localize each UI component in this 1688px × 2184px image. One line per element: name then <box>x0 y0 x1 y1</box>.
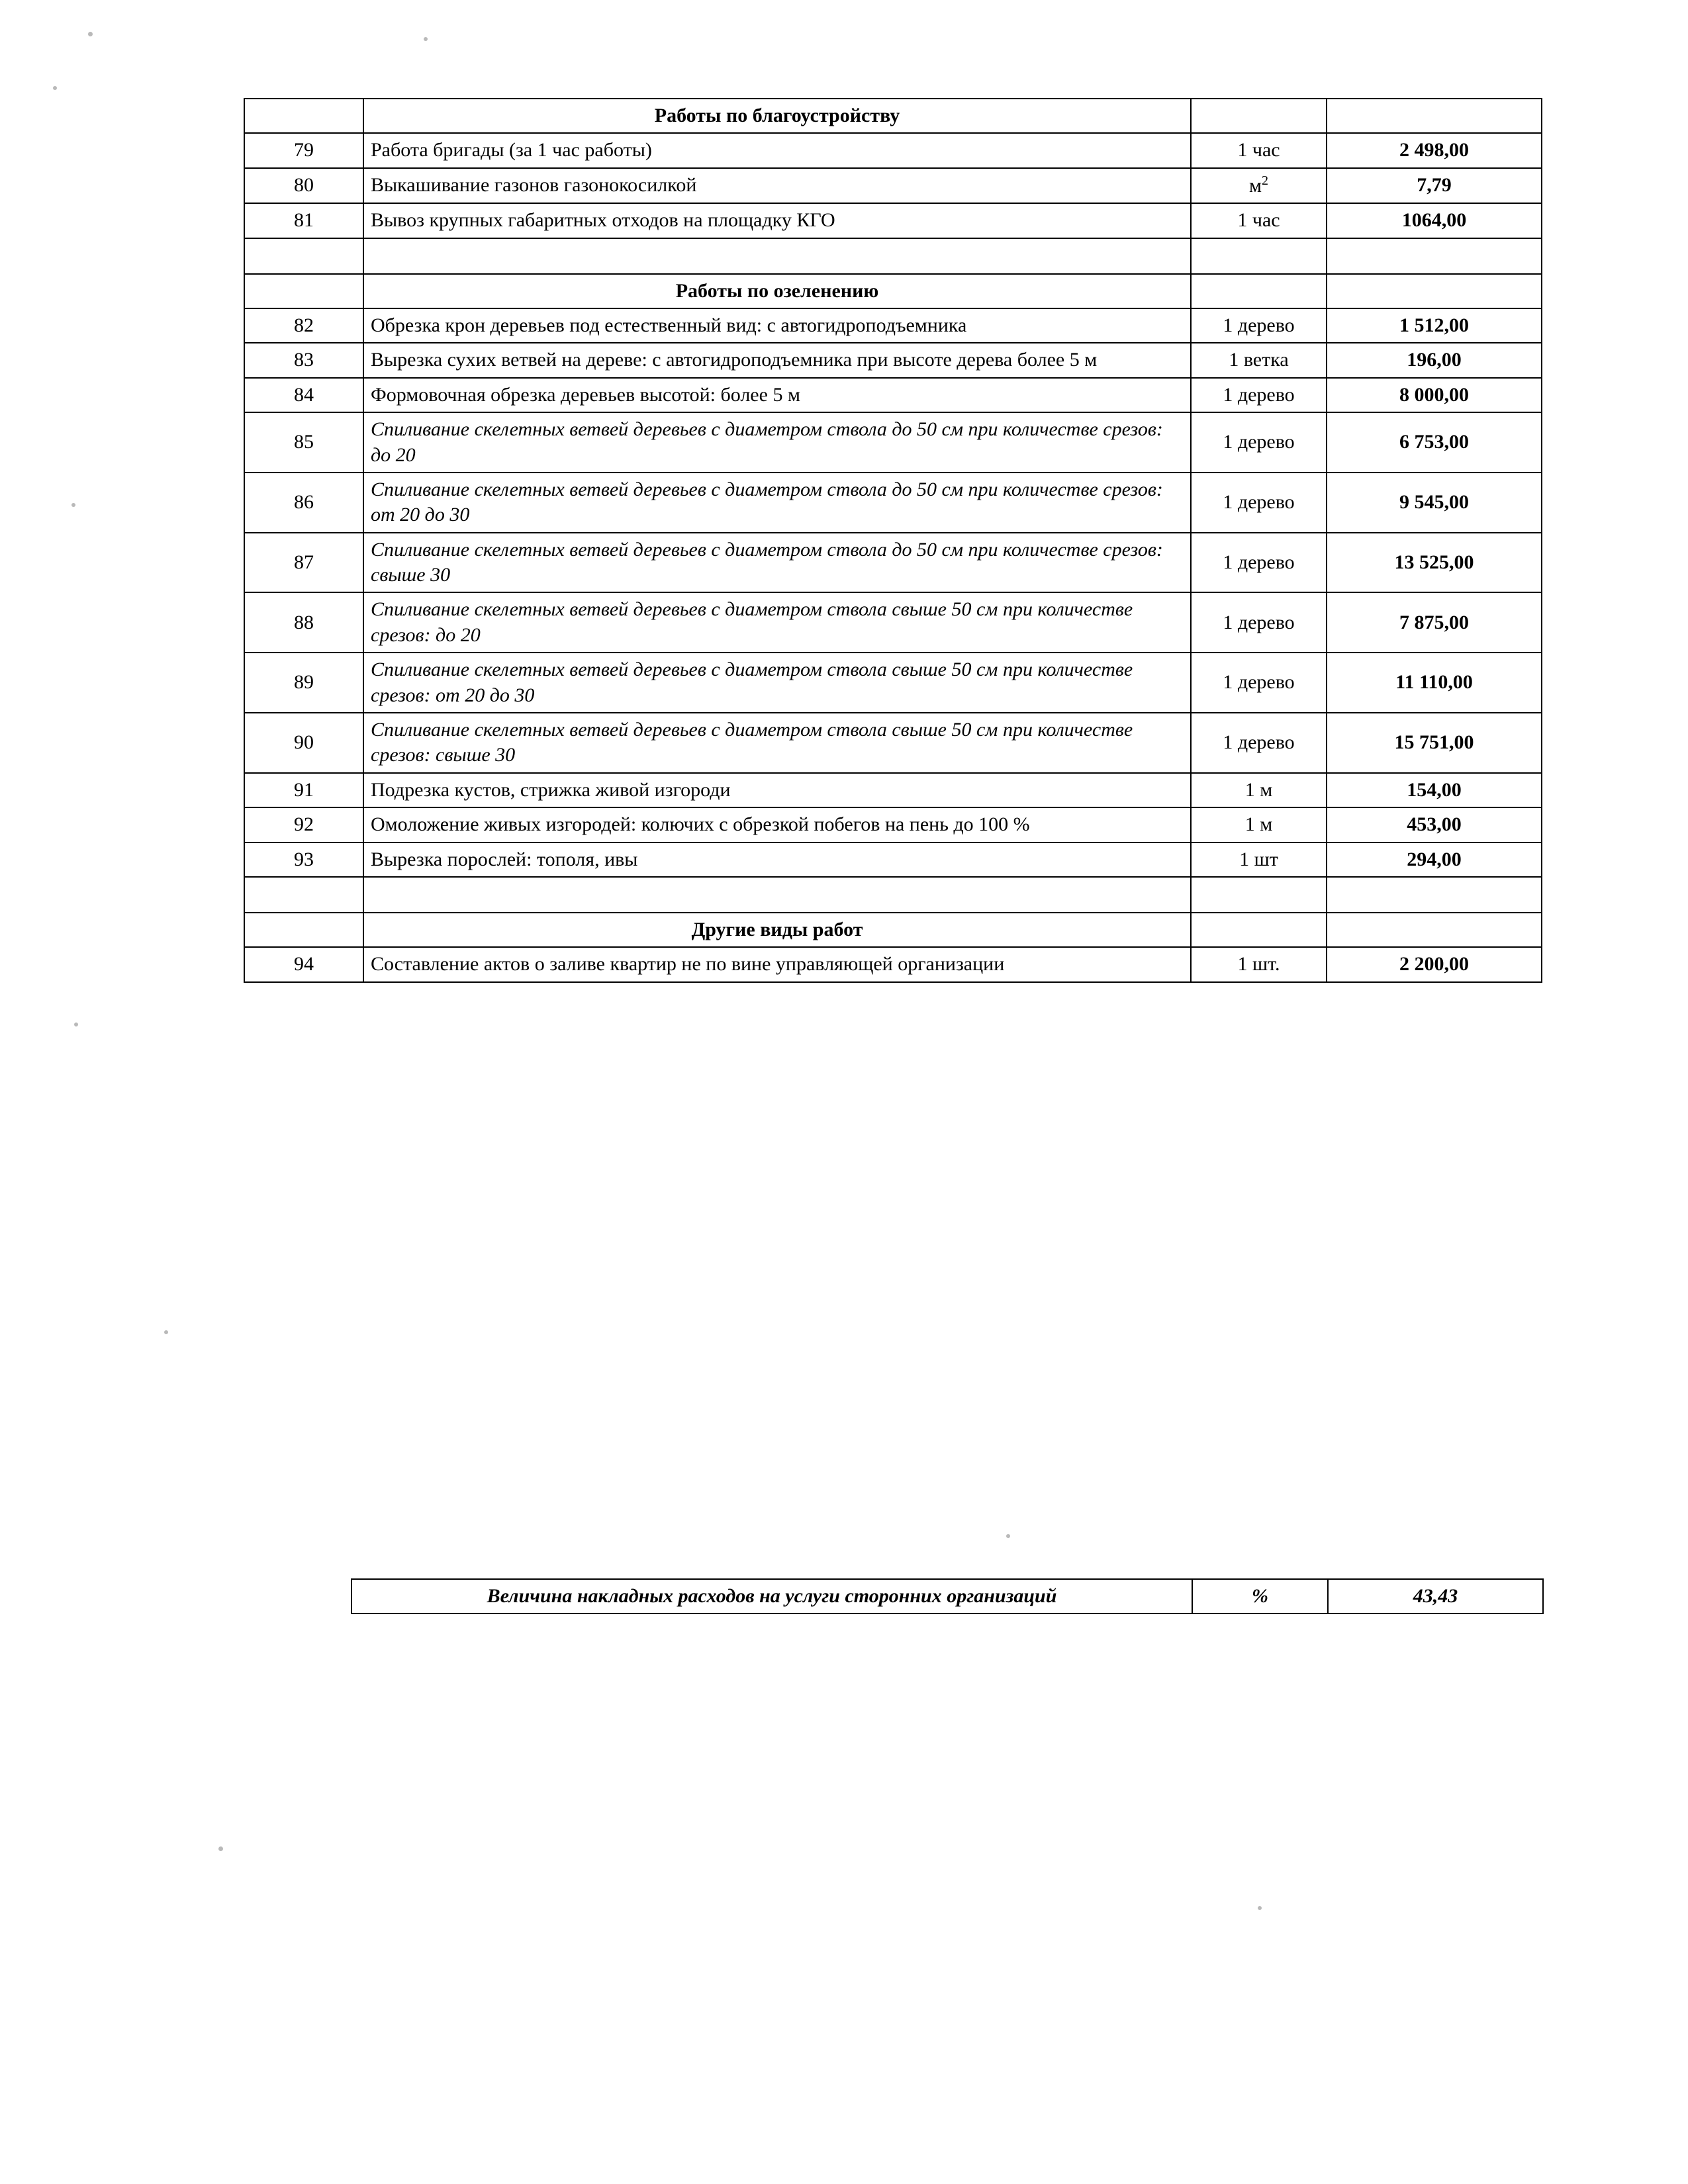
cell-num: 82 <box>244 308 363 343</box>
table-row <box>352 1579 1543 1614</box>
table-row <box>244 773 1542 807</box>
section-title: Работы по благоустройству <box>363 99 1191 133</box>
cell-num <box>244 238 363 274</box>
table-row <box>244 653 1542 713</box>
cell-desc: Вырезка сухих ветвей на дереве: с автогидроподъемника при высоте дерева более 5 м <box>363 343 1191 377</box>
section-title: Работы по озеленению <box>363 274 1191 308</box>
table-row <box>244 592 1542 653</box>
cell-unit: 1 ветка <box>1191 343 1327 377</box>
cell-unit: 1 дерево <box>1191 308 1327 343</box>
cell-price: 7,79 <box>1327 168 1542 203</box>
spacer-row <box>244 877 1542 913</box>
cell-unit: 1 час <box>1191 203 1327 238</box>
cell-desc: Формовочная обрезка деревьев высотой: более 5 м <box>363 378 1191 412</box>
price-list-body <box>244 99 1542 982</box>
cell-unit: 1 дерево <box>1191 412 1327 473</box>
cell-price: 7 875,00 <box>1327 592 1542 653</box>
cell-unit: 1 шт. <box>1191 947 1327 981</box>
cell-desc: Омоложение живых изгородей: колючих с обрезкой побегов на пень до 100 % <box>363 807 1191 842</box>
table-row <box>244 412 1542 473</box>
scan-speck <box>53 86 57 90</box>
cell-unit <box>1191 238 1327 274</box>
cell-num <box>244 274 363 308</box>
table-row <box>244 807 1542 842</box>
scan-speck <box>1006 1534 1010 1538</box>
cell-num: 86 <box>244 473 363 533</box>
scan-speck <box>74 1023 78 1026</box>
scan-speck <box>218 1846 223 1851</box>
cell-price <box>1327 238 1542 274</box>
price-list-table-container <box>244 98 1541 983</box>
cell-price: 2 498,00 <box>1327 133 1542 167</box>
overhead-label: Величина накладных расходов на услуги сторонних организаций <box>352 1579 1192 1614</box>
cell-desc: Вывоз крупных габаритных отходов на площадку КГО <box>363 203 1191 238</box>
cell-unit <box>1191 274 1327 308</box>
table-row <box>244 473 1542 533</box>
cell-desc: Обрезка крон деревьев под естественный вид: с автогидроподъемника <box>363 308 1191 343</box>
cell-price: 11 110,00 <box>1327 653 1542 713</box>
cell-unit: 1 дерево <box>1191 533 1327 593</box>
table-row <box>244 343 1542 377</box>
cell-price: 1064,00 <box>1327 203 1542 238</box>
table-row <box>244 308 1542 343</box>
cell-unit: 1 дерево <box>1191 378 1327 412</box>
cell-num: 87 <box>244 533 363 593</box>
price-list-table <box>244 98 1542 983</box>
cell-desc: Работа бригады (за 1 час работы) <box>363 133 1191 167</box>
cell-price: 6 753,00 <box>1327 412 1542 473</box>
table-row <box>244 713 1542 773</box>
cell-price: 15 751,00 <box>1327 713 1542 773</box>
scan-speck <box>71 503 75 507</box>
overhead-value: 43,43 <box>1328 1579 1543 1614</box>
cell-unit: 1 дерево <box>1191 713 1327 773</box>
cell-unit <box>1191 913 1327 947</box>
table-row <box>244 378 1542 412</box>
cell-unit <box>1191 99 1327 133</box>
cell-desc: Вырезка порослей: тополя, ивы <box>363 842 1191 877</box>
cell-unit: 1 дерево <box>1191 592 1327 653</box>
scan-speck <box>88 32 93 36</box>
cell-price: 294,00 <box>1327 842 1542 877</box>
cell-price: 8 000,00 <box>1327 378 1542 412</box>
cell-unit: 1 дерево <box>1191 653 1327 713</box>
cell-num: 79 <box>244 133 363 167</box>
cell-unit <box>1191 168 1327 203</box>
table-row <box>244 842 1542 877</box>
cell-desc: Спиливание скелетных ветвей деревьев с диаметром ствола свыше 50 см при количестве срезов: до 20 <box>363 592 1191 653</box>
overhead-table <box>351 1578 1544 1614</box>
section-title: Другие виды работ <box>363 913 1191 947</box>
overhead-unit: % <box>1192 1579 1328 1614</box>
section-row <box>244 913 1542 947</box>
cell-num: 84 <box>244 378 363 412</box>
cell-desc: Спиливание скелетных ветвей деревьев с диаметром ствола до 50 см при количестве срезов: до 20 <box>363 412 1191 473</box>
cell-price <box>1327 274 1542 308</box>
cell-desc: Спиливание скелетных ветвей деревьев с диаметром ствола свыше 50 см при количестве срезов: свыше 30 <box>363 713 1191 773</box>
cell-desc <box>363 877 1191 913</box>
cell-price: 154,00 <box>1327 773 1542 807</box>
cell-unit <box>1191 877 1327 913</box>
cell-price: 2 200,00 <box>1327 947 1542 981</box>
scan-speck <box>1258 1906 1262 1910</box>
cell-unit: 1 дерево <box>1191 473 1327 533</box>
cell-num: 80 <box>244 168 363 203</box>
cell-price: 1 512,00 <box>1327 308 1542 343</box>
cell-desc: Спиливание скелетных ветвей деревьев с диаметром ствола до 50 см при количестве срезов: свыше 30 <box>363 533 1191 593</box>
cell-unit: 1 м <box>1191 807 1327 842</box>
overhead-table-container <box>351 1578 1542 1614</box>
cell-price <box>1327 877 1542 913</box>
cell-num <box>244 913 363 947</box>
table-row <box>244 168 1542 203</box>
table-row <box>244 133 1542 167</box>
cell-num: 81 <box>244 203 363 238</box>
cell-num: 90 <box>244 713 363 773</box>
cell-unit: 1 шт <box>1191 842 1327 877</box>
cell-price <box>1327 913 1542 947</box>
unit-base: м <box>1249 174 1262 197</box>
cell-price: 453,00 <box>1327 807 1542 842</box>
cell-num: 92 <box>244 807 363 842</box>
cell-price <box>1327 99 1542 133</box>
cell-num: 85 <box>244 412 363 473</box>
scan-speck <box>164 1330 168 1334</box>
cell-num <box>244 99 363 133</box>
cell-num: 94 <box>244 947 363 981</box>
cell-num: 93 <box>244 842 363 877</box>
section-row <box>244 99 1542 133</box>
cell-num: 83 <box>244 343 363 377</box>
table-row <box>244 203 1542 238</box>
cell-num: 88 <box>244 592 363 653</box>
unit-superscript: 2 <box>1261 173 1268 188</box>
cell-price: 196,00 <box>1327 343 1542 377</box>
cell-unit: 1 час <box>1191 133 1327 167</box>
cell-price: 13 525,00 <box>1327 533 1542 593</box>
table-row <box>244 533 1542 593</box>
cell-unit: 1 м <box>1191 773 1327 807</box>
section-row <box>244 274 1542 308</box>
cell-desc: Спиливание скелетных ветвей деревьев с диаметром ствола до 50 см при количестве срезов: от 20 до 30 <box>363 473 1191 533</box>
scan-speck <box>424 37 428 41</box>
cell-num: 89 <box>244 653 363 713</box>
spacer-row <box>244 238 1542 274</box>
cell-num <box>244 877 363 913</box>
cell-price: 9 545,00 <box>1327 473 1542 533</box>
table-row <box>244 947 1542 981</box>
cell-desc: Подрезка кустов, стрижка живой изгороди <box>363 773 1191 807</box>
cell-desc <box>363 238 1191 274</box>
cell-desc: Спиливание скелетных ветвей деревьев с диаметром ствола свыше 50 см при количестве срезов: от 20 до 30 <box>363 653 1191 713</box>
cell-desc: Выкашивание газонов газонокосилкой <box>363 168 1191 203</box>
cell-desc: Составление актов о заливе квартир не по вине управляющей организации <box>363 947 1191 981</box>
cell-num: 91 <box>244 773 363 807</box>
